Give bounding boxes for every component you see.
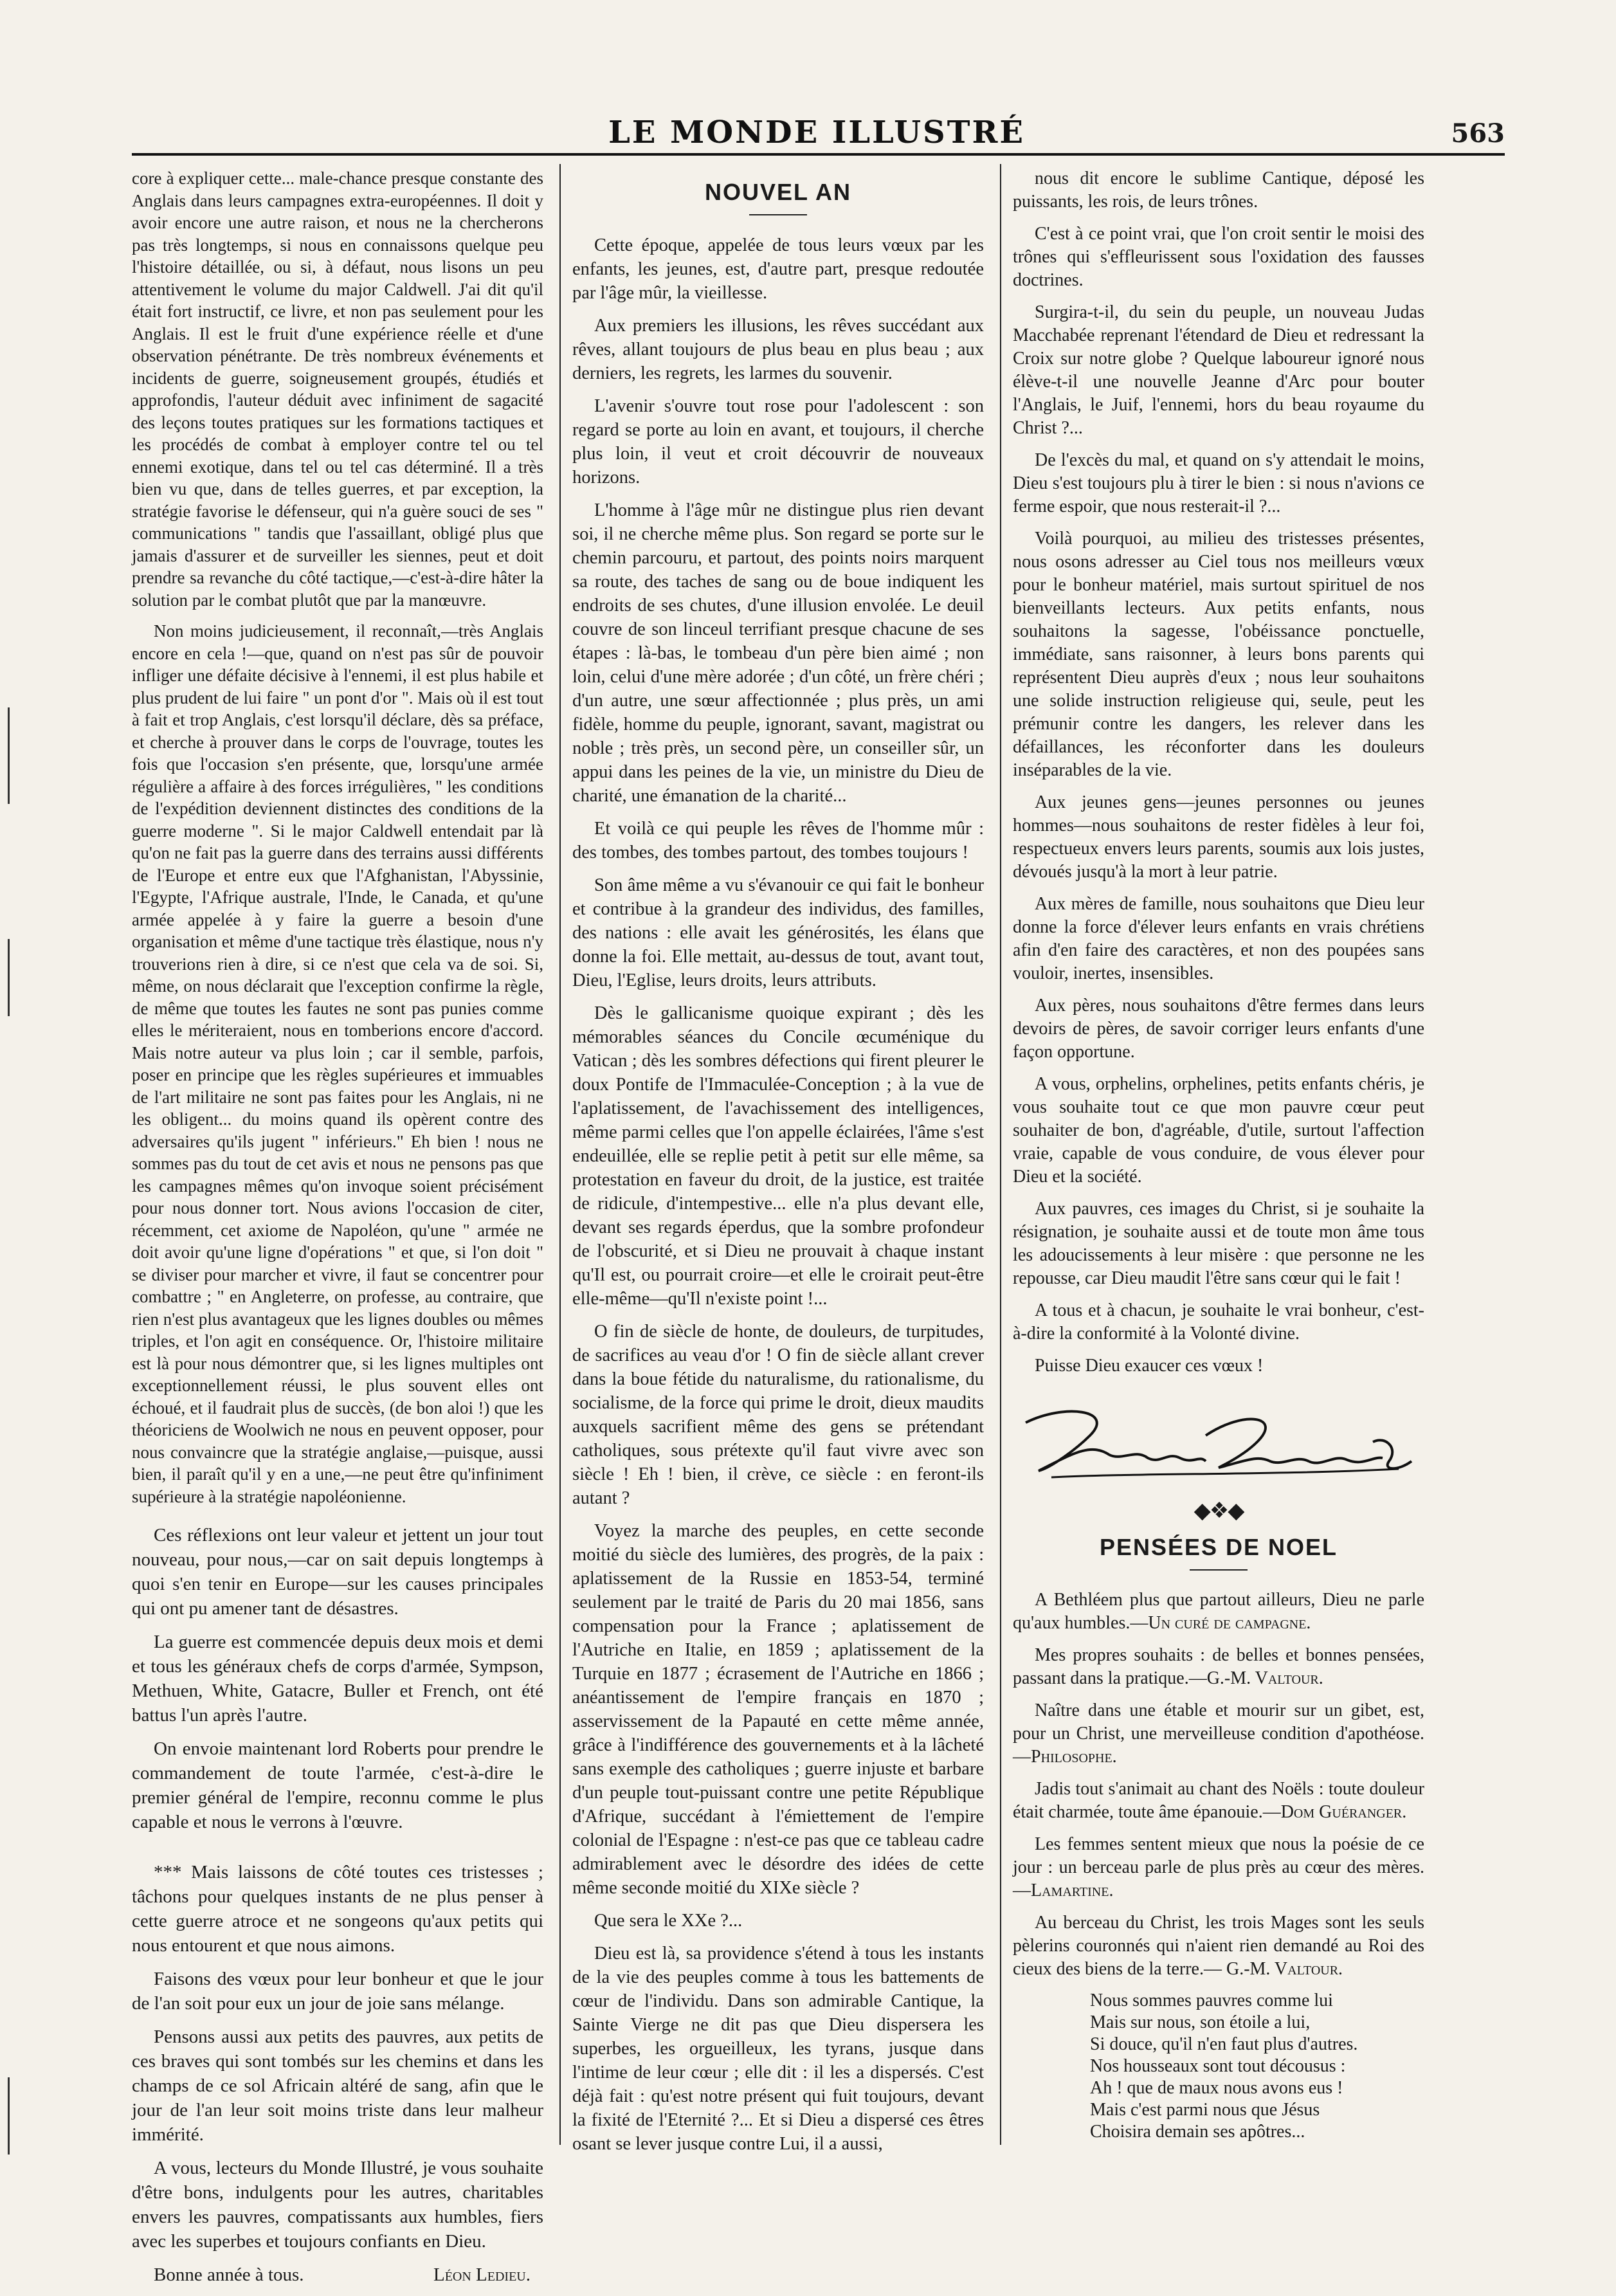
heading-rule <box>1190 1569 1248 1571</box>
paragraph: Pensons aussi aux petits des pauvres, aux petits de ces braves qui sont tombés sur les chemins et dans les champs de ce sol Africain altéré de sang, afin que le jour de l'an leur soit moins triste dans leur malheur immérité. <box>132 2027 543 2145</box>
quote-author: Dom Guéranger. <box>1280 1802 1407 1822</box>
paragraph: Puisse Dieu exaucer ces vœux ! <box>1035 1356 1264 1376</box>
paragraph: Aux jeunes gens—jeunes personnes ou jeunes hommes—nous souhaitons de rester fidèles à leur foi, respectueux envers leurs parents, soumis aux lois justes, dévoués jusqu'à la mort à leur patrie. <box>1013 792 1424 882</box>
quote <box>1013 1644 1424 1690</box>
newspaper-title: LE MONDE ILLUSTRÉ <box>608 114 1025 150</box>
poem-line: Ah ! que de maux nous avons eus ! <box>1090 2078 1343 2098</box>
quote-text: Mes propres souhaits : de belles et bonnes pensées, passant dans la pratique.— <box>1013 1645 1424 1688</box>
poem-line: Si douce, qu'il n'en faut plus d'autres. <box>1090 2034 1358 2054</box>
paragraph: Surgira-t-il, du sein du peuple, un nouveau Judas Macchabée reprenant l'étendard de Dieu et redressant la Croix sur notre globe ? Quelque laboureur ignoré nous élève-t-il une nouvelle Jeanne d'Arc pour bouter l'Anglais, le Juif, l'ennemi, hors du beau royaume du Christ ?... <box>1013 302 1424 438</box>
column-rule <box>559 164 561 2145</box>
paragraph: Et voilà ce qui peuple les rêves de l'homme mûr : des tombes, des tombes partout, des tombes toujours ! <box>572 819 984 862</box>
poem-line: Nos housseaux sont tout décousus : <box>1090 2056 1346 2076</box>
author-signature: Léon Ledieu. <box>433 2264 531 2285</box>
closing-line <box>132 2263 543 2287</box>
quote-author: Philosophe. <box>1031 1747 1117 1767</box>
paragraph: Aux pauvres, ces images du Christ, si je souhaite la résignation, je souhaite aussi et de toute mon âme tous les adoucissements à leur misère : que personne ne les repousse, car Dieu maudit l'être sans cœur qui le fait ! <box>1013 1199 1424 1288</box>
paragraph: Son âme même a vu s'évanouir ce qui fait le bonheur et contribue à la grandeur des individus, des familles, des nations : elle avait les générosités, les élans que donne la foi. Elle mettait, au-dessus de tout, avant tout, Dieu, l'Eglise, leurs droits, leurs attributs. <box>572 875 984 990</box>
margin-mark <box>8 707 16 804</box>
quote-text: Au berceau du Christ, les trois Mages sont les seuls pèlerins couronnés qui n'aient rien demandé au Roi des cieux des biens de la terre.— <box>1013 1913 1424 1979</box>
paragraph: Que sera le XXe ?... <box>594 1911 743 1931</box>
paragraph: Cette époque, appelée de tous leurs vœux par les enfants, les jeunes, est, d'autre part, presque redoutée par l'âge mûr, la vieillesse. <box>572 235 984 303</box>
paragraph: Voilà pourquoi, au milieu des tristesses présentes, nous osons adresser au Ciel tous nos meilleurs vœux pour le bonheur matériel, mais surtout spirituel de nos bienveillants lecteurs. Aux petits enfants, nous souhaitons la sagesse, l'obéissance ponctuelle, immédiate, sans raisonner, à leurs bons parents qui représentent Dieu auprès d'eux ; nous leur souhaitons une solide instruction religieuse qui, seule, peut les prémunir contre les dangers, les relever dans les défaillances, les réconforter dans les douleurs inséparables de la vie. <box>1013 529 1424 780</box>
quote-text: Les femmes sentent mieux que nous la poésie de ce jour : un berceau parle de plus près au cœur des mères.— <box>1013 1834 1424 1900</box>
paragraph: A vous, lecteurs du Monde Illustré, je vous souhaite d'être bons, indulgents pour les autres, charitables envers les pauvres, compatissants aux humbles, fiers avec les superbes et toujours confiants en Dieu. <box>132 2158 543 2252</box>
paragraph: De l'excès du mal, et quand on s'y attendait le moins, Dieu s'est toujours plu à tirer le bien : si nous n'avions ce ferme espoir, que nous resterait-il ?... <box>1013 450 1424 516</box>
page-number: 563 <box>1451 118 1505 149</box>
quote-author: G.-M. Valtour. <box>1206 1668 1323 1688</box>
paragraph: On envoie maintenant lord Roberts pour prendre le commandement de toute l'armée, c'est-à-dire le premier général de l'empire, reconnu comme le plus capable et nous le verrons à l'œuvre. <box>132 1738 543 1832</box>
quote <box>1013 1589 1424 1635</box>
article-heading-pensees-de-noel: PENSÉES DE NOEL <box>1099 1534 1338 1560</box>
quote-author: G.-M. Valtour. <box>1226 1959 1343 1979</box>
poem <box>1090 1990 1424 2143</box>
ornament-divider: ◆❖◆ <box>1194 1499 1244 1523</box>
poem-line: Choisira demain ses apôtres... <box>1090 2122 1305 2142</box>
paragraph: L'avenir s'ouvre tout rose pour l'adolescent : son regard se porte au loin en avant, et toujours, il cherche plus loin, il veut et croit découvrir de nouveaux horizons. <box>572 396 984 487</box>
paragraph: La guerre est commencée depuis deux mois et demi et tous les généraux chefs de corps d'armée, Sympson, Methuen, White, Gatacre, Buller et French, ont été battus l'un après l'autre. <box>132 1632 543 1726</box>
paragraph: C'est à ce point vrai, que l'on croit sentir le moisi des trônes qui s'effleurissent sous l'oxidation des fausses doctrines. <box>1013 224 1424 290</box>
paragraph: Aux premiers les illusions, les rêves succédant aux rêves, allant toujours de plus beau en plus beau ; aux derniers, les regrets, les larmes du souvenir. <box>572 316 984 383</box>
quote <box>1013 1833 1424 1902</box>
paragraph: nous dit encore le sublime Cantique, déposé les puissants, les rois, de leurs trônes. <box>1013 169 1424 212</box>
masthead-rule <box>132 153 1505 156</box>
paragraph: Voyez la marche des peuples, en cette seconde moitié du siècle des lumières, des progrès, de la paix : aplatissement de la Russie en 1853-54, terminé seulement par le traité de Paris du 20 mai 1856, sans compensation pour la France ; aplatissement de l'Autriche en Italie, en 1859 ; aplatissement de la Turquie en 1877 ; écrasement de l'Autriche en 1866 ; anéantissement de l'empire français en 1870 ; asservissement de la Papauté en cette même année, grâce à l'indifférence des gouvernements et à la lâcheté sans exemple des catholiques ; guerre injuste et barbare d'un peuple tout-puissant contre une petite République d'Afrique, succédant à l'émiettement de l'empire colonial de l'Espagne : n'est-ce pas que ce tableau cadre admirablement avec le désordre des idées de cette même seconde moitié du XIXe siècle ? <box>572 1521 984 1898</box>
column-rule <box>1000 164 1001 2145</box>
column-3 <box>1013 167 1424 2143</box>
quote-author: Un curé de campagne. <box>1148 1613 1311 1633</box>
paragraph: O fin de siècle de honte, de douleurs, de turpitudes, de sacrifices au veau d'or ! O fin de siècle allant crever dans la boue fétide du naturalisme, du rationalisme, du socialisme, de la force qui prime le droit, dieux maudits auxquels sacrifient même des gens se prétendant catholiques, sous prétexte qu'il faut vivre avec son siècle ! Eh ! bien, il crève, ce siècle : en feront-ils autant ? <box>572 1322 984 1508</box>
margin-mark <box>8 2077 16 2155</box>
heading-rule <box>749 214 807 215</box>
paragraph: core à expliquer cette... male-chance presque constante des Anglais dans leurs campagnes extra-européennes. Il doit y avoir encore une autre raison, et nous ne la chercherons pas très longtemps, si nous en connaissons quelque peu l'histoire détaillée, ou si, à défaut, nous lisons un peu attentivement le volume du major Caldwell. J'ai dit qu'il était fort instructif, ce livre, et non pas seulement pour les Anglais. Il est le fruit d'une expérience réelle et d'une observation pénétrante. De très nombreux événements et incidents de guerre, soigneusement groupés, étudiés et approfondis, l'auteur déduit avec infiniment de sagacité des leçons toutes pratiques sur les formations tactiques et les procédés de combat à employer contre tel ou tel ennemi exotique, dans tel ou tel cas déterminé. Il a très bien vu que, dans de telles guerres, et par exception, la stratégie favorise le défenseur, qui n'a guère souci de ses " communications " tandis que l'assaillant, obligé plus que jamais d'assurer et de surveiller les siennes, peut et doit prendre sa revanche du côté tactique,—c'est-à-dire hâter la solution par le combat plutôt que par la manœuvre. <box>132 169 543 610</box>
quote <box>1013 1699 1424 1769</box>
closing-text: Bonne année à tous. <box>154 2264 304 2285</box>
paragraph: Ces réflexions ont leur valeur et jettent un jour tout nouveau, pour nous,—car on sait depuis longtemps à quoi s'en tenir en Europe—sur les causes principales qui ont pu amener tant de désastres. <box>132 1525 543 1619</box>
quote-text: A Bethléem plus que partout ailleurs, Dieu ne parle qu'aux humbles.— <box>1013 1590 1424 1633</box>
column-2 <box>572 167 984 2165</box>
quote-author: Lamartine. <box>1031 1881 1114 1900</box>
quote <box>1013 1778 1424 1824</box>
paragraph: Dieu est là, sa providence s'étend à tous les instants de la vie des peuples comme à tous les battements de cœur de l'individu. Dans son admirable Cantique, la Sainte Vierge ne dit pas que Dieu dispersera les superbes, les orgueilleux, les tyrans, jusque dans l'intime de leur cœur ; elle dit : il les a dispersés. C'est déjà fait : qu'est notre présent qui fuit toujours, devant la fixité de l'Eternité ?... Et si Dieu a dispersé ces êtres osant se lever jusque contre Lui, il a aussi, <box>572 1944 984 2154</box>
paragraph: L'homme à l'âge mûr ne distingue plus rien devant soi, il ne cherche même plus. Son regard se porte sur le chemin parcouru, et partout, des points noirs marquent sa route, des taches de sang ou de boue indiquent les endroits de ses chutes, d'une illusion envolée. Le deuil couvre de son linceul terrifiant presque chacune de ses étapes : là-bas, le tombeau d'un père bien aimé ; non loin, celui d'une mère adorée ; d'un côté, un frère chéri ; d'un autre, une sœur affectionnée ; plus près, un ami fidèle, homme du peuple, ignorant, savant, magistrat ou noble ; très près, un second père, un conseiller sûr, un appui dans les peines de la vie, un ministre du Dieu de charité, une émanation de la charité... <box>572 500 984 806</box>
paragraph: Aux pères, nous souhaitons d'être fermes dans leurs devoirs de pères, de savoir corriger leurs enfants d'une façon opportune. <box>1013 996 1424 1062</box>
handwritten-signature <box>1013 1397 1424 1487</box>
quote <box>1013 1911 1424 1981</box>
paragraph: Faisons des vœux pour leur bonheur et que le jour de l'an soit pour eux un jour de joie sans mélange. <box>132 1969 543 2014</box>
paragraph: A tous et à chacun, je souhaite le vrai bonheur, c'est-à-dire la conformité à la Volonté divine. <box>1013 1300 1424 1344</box>
paragraph: Non moins judicieusement, il reconnaît,—très Anglais encore en cela !—que, quand on n'est pas sûr de pouvoir infliger une défaite décisive à l'ennemi, il est plus habile et plus prudent de lui faire " un pont d'or ". Mais où il est tout à fait et trop Anglais, c'est lorsqu'il déclare, dès sa préface, et cherche à prouver dans le corps de l'ouvrage, toutes les fois que l'occasion s'en présente, que, lorsqu'une armée régulière a affaire à des forces irrégulières, " les conditions de l'expédition deviennent distinctes des conditions de la guerre moderne ". Si le major Caldwell entendait par là qu'on ne fait pas la guerre dans des terrains aussi différents de l'Europe et entre eux que l'Afghanistan, l'Abyssinie, l'Egypte, l'Afrique australe, l'Inde, le Canada, et qu'une armée appelée à y faire la guerre a besoin d'une organisation et même d'une tactique très élastique, nous n'y trouverions rien à dire, si ce n'est que cela va de soi. Si, même, on nous déclarait que l'exception confirme la règle, de même que toutes les fautes ne sont pas punies comme elles le mériteraient, nous en tomberions encore d'accord. Mais notre auteur va plus loin ; car il semble, parfois, poser en principe que les règles supérieures et immuables de l'art militaire ne sont pas faites pour les Anglais, ni ne les obligent... du moins quand ils opèrent contre des adversaires qu'ils jugent " inférieurs." Eh bien ! nous ne sommes pas du tout de cet avis et nous ne pensons pas que les campagnes mêmes qu'on invoque soient précisément pour nous donner tort. Nous avions l'occasion de citer, récemment, cet axiome de Napoléon, qu'une " armée ne doit avoir qu'une ligne d'opérations " et que, si l'on doit " se diviser pour marcher et vivre, il faut se concentrer pour combattre ; " en Angleterre, on professe, au contraire, que rien n'est plus avantageux que les lignes doubles ou mêmes triples, et l'on agit en conséquence. Or, l'histoire militaire est là pour nous démontrer que, si les lignes multiples ont exceptionnellement réussi, le plus souvent elles ont échoué, et il faudrait plus de succès, (de bon aloi !) que les théoriciens de Woolwich ne nous en peuvent opposer, pour nous convaincre que la stratégie anglaise,—puisque, aussi bien, il paraît qu'il y en a une,—ne peut être qu'infiniment supérieure à la stratégie napoléonienne. <box>132 621 543 1506</box>
poem-line: Mais c'est parmi nous que Jésus <box>1090 2100 1320 2120</box>
poem-line: Nous sommes pauvres comme lui <box>1090 1991 1333 2010</box>
paragraph: *** Mais laissons de côté toutes ces tristesses ; tâchons pour quelques instants de ne plus penser à cette guerre atroce et ne songeons qu'aux petits qui nous entourent et que nous aimons. <box>132 1862 543 1956</box>
signature-svg <box>1013 1397 1424 1487</box>
quote-text: Naître dans une étable et mourir sur un gibet, est, pour un Christ, une merveilleuse condition d'apothéose.— <box>1013 1700 1424 1767</box>
quote-text: Jadis tout s'animait au chant des Noëls : toute douleur était charmée, toute âme épanouie.— <box>1013 1779 1424 1822</box>
article-heading-nouvel-an: NOUVEL AN <box>704 179 852 205</box>
masthead <box>129 109 1505 154</box>
poem-line: Mais sur nous, son étoile a lui, <box>1090 2012 1311 2032</box>
paragraph: Aux mères de famille, nous souhaitons que Dieu leur donne la force d'élever leurs enfants en vrais chrétiens afin d'en faire des caractères, et non des poupées sans vouloir, inertes, insensibles. <box>1013 894 1424 983</box>
column-1 <box>132 167 543 2296</box>
paragraph: Dès le gallicanisme quoique expirant ; dès les mémorables séances du Concile œcuménique du Vatican ; dès les sombres défections qui firent pleurer le doux Pontife de l'Immaculée-Conception ; à la vue de l'aplatissement, de l'avachissement des intelligences, même parmi celles que l'on appelle éclairées, l'âme s'est endeuillée, elle se replie petit à petit sur elle même, sa protestation en faveur du droit, de la justice, est traitée de ridicule, d'intempestive... elle n'a plus devant elle, devant ses regards éperdus, que la sombre profondeur de l'obscurité, et si Dieu ne prouvait à chaque instant qu'Il est, ou pourrait croire—et elle le croirait peut-être elle-même—qu'Il n'existe point !... <box>572 1003 984 1309</box>
margin-mark <box>8 939 16 1016</box>
paragraph: A vous, orphelins, orphelines, petits enfants chéris, je vous souhaite tout ce que mon pauvre cœur peut souhaiter de bon, d'agréable, d'utile, surtout l'affection vraie, capable de vous conduire, de vous élever pour Dieu et la société. <box>1013 1074 1424 1187</box>
